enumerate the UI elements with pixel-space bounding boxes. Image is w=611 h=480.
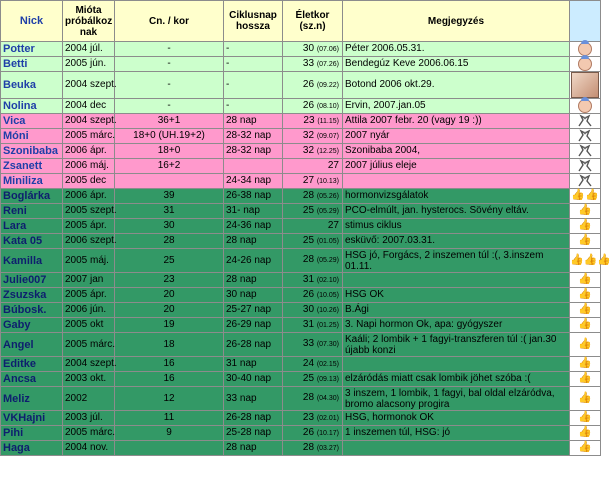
age-cell	[283, 234, 343, 249]
nick-cell: Vica	[1, 114, 63, 129]
birthday-value: (01.05)	[316, 237, 339, 245]
nick-cell: Potter	[1, 42, 63, 57]
icon-cell	[570, 129, 601, 144]
table-row	[1, 174, 601, 189]
age-value: 26	[302, 78, 315, 90]
age-value: 31	[302, 318, 315, 330]
thumbs-up-icon: 👍	[578, 426, 592, 438]
since-cell: 2005 ápr.	[63, 219, 115, 234]
nick-cell: Búbosk.	[1, 303, 63, 318]
table-row	[1, 372, 601, 387]
birthday-value: (01.25)	[316, 321, 339, 329]
header-row	[1, 1, 601, 42]
cycle-cell: 31 nap	[224, 357, 283, 372]
since-cell: 2004 júl.	[63, 42, 115, 57]
age-value: 32	[302, 129, 315, 141]
table-row	[1, 249, 601, 273]
note-cell: 2007 nyár	[343, 129, 570, 144]
icon-cell	[570, 99, 601, 114]
nick-cell: Angel	[1, 333, 63, 357]
note-cell: HSG jó, Forgács, 2 inszemen túl :(, 3.inszem 01.11.	[343, 249, 570, 273]
icon-cell	[570, 303, 601, 318]
nick-cell: Zsanett	[1, 159, 63, 174]
note-cell	[343, 357, 570, 372]
age-cell	[283, 204, 343, 219]
since-cell: 2006 máj.	[63, 159, 115, 174]
cn-kor-cell	[115, 174, 224, 189]
birthday-value: (09.13)	[316, 375, 339, 383]
age-cell	[283, 189, 343, 204]
baby-icon	[578, 42, 592, 56]
nick-cell: Kamilla	[1, 249, 63, 273]
note-cell: Ervin, 2007.jan.05	[343, 99, 570, 114]
cn-kor-cell: 16	[115, 357, 224, 372]
thumbs-up-icon: 👍	[578, 303, 592, 315]
table-row	[1, 426, 601, 441]
note-cell: 1 inszemen túl, HSG: jó	[343, 426, 570, 441]
cycle-cell: 28 nap	[224, 114, 283, 129]
age-value: 27	[327, 219, 339, 231]
thumbs-up-icon: 👍	[578, 391, 592, 404]
since-cell: 2004 dec	[63, 99, 115, 114]
note-cell: Bendegúz Keve 2006.06.15	[343, 57, 570, 72]
cycle-cell: 30 nap	[224, 288, 283, 303]
nick-cell: VKHajni	[1, 411, 63, 426]
note-cell: Kaáli; 2 lombik + 1 fagyi-transzferen túl :( jan.30 újabb konzi	[343, 333, 570, 357]
age-value: 25	[302, 372, 315, 384]
age-cell	[283, 288, 343, 303]
since-cell: 2005 jún.	[63, 57, 115, 72]
nick-cell: Miniliza	[1, 174, 63, 189]
icon-cell	[570, 234, 601, 249]
cycle-cell: 25-27 nap	[224, 303, 283, 318]
age-value: 25	[302, 234, 315, 246]
thumbs-up-icon: 👍	[578, 357, 592, 369]
thumbs-up-icon: 👍	[578, 337, 592, 350]
table-row	[1, 441, 601, 456]
cn-kor-cell	[115, 441, 224, 456]
cycle-cell: -	[224, 99, 283, 114]
nick-cell: Gaby	[1, 318, 63, 333]
age-value: 23	[302, 411, 315, 423]
note-cell: PCO-elmúlt, jan. hysterocs. Sövény eltáv.	[343, 204, 570, 219]
header-icon	[570, 1, 601, 42]
since-cell: 2004 szept.	[63, 114, 115, 129]
since-cell: 2006 ápr.	[63, 189, 115, 204]
icon-cell	[570, 387, 601, 411]
icon-cell	[570, 357, 601, 372]
note-cell: hormonvizsgálatok	[343, 189, 570, 204]
cn-kor-cell: -	[115, 72, 224, 99]
note-cell	[343, 273, 570, 288]
age-value: 28	[302, 189, 315, 201]
age-value: 27	[327, 159, 339, 171]
table-row	[1, 273, 601, 288]
cn-kor-cell: 39	[115, 189, 224, 204]
age-value: 33	[302, 57, 315, 69]
icon-cell	[570, 273, 601, 288]
age-value: 26	[302, 288, 315, 300]
stork-icon	[577, 176, 593, 187]
note-cell: HSG, hormonok OK	[343, 411, 570, 426]
cycle-cell: 24-34 nap	[224, 174, 283, 189]
cn-kor-cell: -	[115, 99, 224, 114]
table-row	[1, 159, 601, 174]
thumbs-up-icon: 👍	[578, 219, 592, 231]
baby-icon	[578, 57, 592, 71]
icon-cell	[570, 372, 601, 387]
thumbs-up-icon: 👍	[578, 441, 592, 453]
birthday-value: (10.13)	[316, 177, 339, 185]
since-cell: 2005 szept.	[63, 204, 115, 219]
since-cell: 2003 okt.	[63, 372, 115, 387]
age-cell	[283, 144, 343, 159]
cycle-cell: 24-36 nap	[224, 219, 283, 234]
cycle-cell: 28-32 nap	[224, 144, 283, 159]
table-row	[1, 288, 601, 303]
note-cell: elzáródás miatt csak lombik jöhet szóba :(	[343, 372, 570, 387]
birthday-value: (10.05)	[316, 291, 339, 299]
header-since: Mióta próbálkoz nak	[63, 1, 115, 42]
thumbs-up-icon: 👍	[570, 253, 584, 266]
thumbs-up-icon: 👍	[583, 253, 598, 266]
thumbs-up-icon: 👍	[597, 253, 611, 266]
age-value: 31	[302, 273, 315, 285]
nick-cell: Betti	[1, 57, 63, 72]
note-cell: Szonibaba 2004,	[343, 144, 570, 159]
table-row	[1, 42, 601, 57]
birthday-value: (07.06)	[316, 45, 339, 53]
cn-kor-cell: 28	[115, 234, 224, 249]
stork-icon	[577, 146, 593, 157]
icon-cell	[570, 441, 601, 456]
age-cell	[283, 57, 343, 72]
since-cell: 2004 nov.	[63, 441, 115, 456]
header-cycle: Ciklusnap hossza	[224, 1, 283, 42]
cn-kor-cell: 23	[115, 273, 224, 288]
since-cell: 2004 szept.	[63, 357, 115, 372]
since-cell: 2005 ápr.	[63, 288, 115, 303]
birthday-value: (02.15)	[316, 360, 339, 368]
since-cell: 2002	[63, 387, 115, 411]
note-cell: stimus ciklus	[343, 219, 570, 234]
icon-cell	[570, 249, 611, 273]
age-cell	[283, 426, 343, 441]
thumbs-up-icon: 👍	[578, 318, 592, 330]
icon-cell	[570, 411, 601, 426]
note-cell: 3 inszem, 1 lombik, 1 fagyi, bal oldal elzáródva, bromo alacsony progira	[343, 387, 570, 411]
age-cell	[283, 99, 343, 114]
thumbs-up-icon: 👍	[578, 273, 592, 285]
header-cn-kor: Cn. / kor	[115, 1, 224, 42]
cn-kor-cell: 30	[115, 219, 224, 234]
age-value: 28	[302, 392, 315, 403]
age-cell	[283, 318, 343, 333]
cn-kor-cell: 31	[115, 204, 224, 219]
cycle-cell: 31- nap	[224, 204, 283, 219]
table-row	[1, 387, 601, 411]
note-cell: Botond 2006 okt.29.	[343, 72, 570, 99]
age-cell	[283, 387, 343, 411]
icon-cell	[570, 144, 601, 159]
age-cell	[283, 72, 343, 99]
cn-kor-cell: -	[115, 42, 224, 57]
thumbs-up-icon: 👍	[578, 372, 592, 384]
since-cell: 2003 júl.	[63, 411, 115, 426]
icon-cell	[570, 426, 601, 441]
cn-kor-cell: 16	[115, 372, 224, 387]
age-cell	[283, 411, 343, 426]
table-row	[1, 219, 601, 234]
nick-cell: Beuka	[1, 72, 63, 99]
note-cell: 3. Napi hormon Ok, apa: gyógyszer	[343, 318, 570, 333]
age-cell	[283, 372, 343, 387]
cycle-cell: 25-28 nap	[224, 426, 283, 441]
birthday-value: (08.10)	[316, 102, 339, 110]
header-nick: Nick	[1, 1, 63, 42]
age-cell	[283, 129, 343, 144]
age-cell	[283, 303, 343, 318]
age-value: 23	[303, 114, 315, 126]
cycle-cell: -	[224, 72, 283, 99]
stork-icon	[577, 131, 593, 142]
since-cell: 2006 jún.	[63, 303, 115, 318]
since-cell: 2005 márc.	[63, 129, 115, 144]
age-value: 27	[302, 174, 315, 186]
age-value: 25	[302, 204, 315, 216]
since-cell: 2005 márc.	[63, 426, 115, 441]
nick-cell: Móni	[1, 129, 63, 144]
cycle-cell: 28 nap	[224, 273, 283, 288]
table-row	[1, 303, 601, 318]
age-cell	[283, 42, 343, 57]
table-row	[1, 333, 601, 357]
cn-kor-cell: 18+0 (UH.19+2)	[115, 129, 224, 144]
cn-kor-cell: 18	[115, 333, 224, 357]
since-cell: 2006 ápr.	[63, 144, 115, 159]
since-cell: 2005 okt	[63, 318, 115, 333]
table-row	[1, 129, 601, 144]
nick-cell: Zsuzska	[1, 288, 63, 303]
nick-cell: Nolina	[1, 99, 63, 114]
cn-kor-cell: 12	[115, 387, 224, 411]
birthday-value: (09.22)	[316, 81, 339, 89]
header-age: Életkor (sz.n)	[283, 1, 343, 42]
nick-cell: Editke	[1, 357, 63, 372]
cycle-cell: 28 nap	[224, 234, 283, 249]
table-row	[1, 57, 601, 72]
age-cell	[283, 114, 343, 129]
baby-icon	[578, 99, 592, 113]
age-value: 33	[302, 338, 315, 349]
cycle-cell: 26-38 nap	[224, 189, 283, 204]
age-cell	[283, 174, 343, 189]
age-value: 32	[302, 144, 315, 156]
birthday-value: (10.26)	[316, 306, 339, 314]
nick-cell: Reni	[1, 204, 63, 219]
nick-cell: Boglárka	[1, 189, 63, 204]
table-row	[1, 318, 601, 333]
cycle-cell: 30-40 nap	[224, 372, 283, 387]
birthday-value: (02.01)	[316, 414, 339, 422]
note-cell: Péter 2006.05.31.	[343, 42, 570, 57]
table-row	[1, 72, 601, 99]
cycle-cell: 24-26 nap	[224, 249, 283, 273]
birthday-value: (11.15)	[317, 117, 339, 125]
icon-cell	[570, 114, 601, 129]
note-cell: HSG OK	[343, 288, 570, 303]
icon-cell	[570, 288, 601, 303]
cycle-cell: 33 nap	[224, 387, 283, 411]
cn-kor-cell: 18+0	[115, 144, 224, 159]
nick-cell: Haga	[1, 441, 63, 456]
cn-kor-cell: 16+2	[115, 159, 224, 174]
stork-icon	[577, 116, 593, 127]
birthday-value: (07.26)	[316, 60, 339, 68]
birthday-value: (03.27)	[316, 444, 339, 452]
table-row	[1, 411, 601, 426]
table-row	[1, 99, 601, 114]
age-value: 28	[302, 441, 315, 453]
cn-kor-cell: 9	[115, 426, 224, 441]
note-cell: 2007 július eleje	[343, 159, 570, 174]
note-cell	[343, 174, 570, 189]
icon-cell	[570, 318, 601, 333]
birthday-value: (05.29)	[316, 207, 339, 215]
note-cell: Attila 2007 febr. 20 (vagy 19 :))	[343, 114, 570, 129]
table-row	[1, 234, 601, 249]
thumbs-up-icon: 👍	[578, 288, 592, 300]
icon-cell	[570, 204, 601, 219]
icon-cell	[570, 57, 601, 72]
baby-photo-icon	[571, 72, 599, 98]
thumbs-up-icon: 👍	[585, 189, 599, 201]
age-cell	[283, 357, 343, 372]
nick-cell: Kata 05	[1, 234, 63, 249]
cycle-cell: 28 nap	[224, 441, 283, 456]
birthday-value: (07.30)	[316, 341, 339, 348]
table-row	[1, 144, 601, 159]
age-cell	[283, 441, 343, 456]
age-value: 26	[302, 99, 315, 111]
thumbs-up-icon: 👍	[578, 411, 592, 423]
cycle-cell: 26-29 nap	[224, 318, 283, 333]
table-row	[1, 114, 601, 129]
birthday-value: (12.25)	[316, 147, 339, 155]
birthday-value: (09.07)	[316, 132, 339, 140]
nick-cell: Julie007	[1, 273, 63, 288]
cycle-cell: -	[224, 42, 283, 57]
age-value: 30	[302, 42, 315, 54]
since-cell: 2006 szept.	[63, 234, 115, 249]
cycle-cell: 26-28 nap	[224, 333, 283, 357]
birthday-value: (04.30)	[316, 395, 339, 402]
cn-kor-cell: 11	[115, 411, 224, 426]
cn-kor-cell: 36+1	[115, 114, 224, 129]
thumbs-up-icon: 👍	[571, 189, 585, 201]
nick-cell: Szonibaba	[1, 144, 63, 159]
age-cell	[283, 159, 343, 174]
age-value: 24	[302, 357, 315, 369]
since-cell: 2005 máj.	[63, 249, 115, 273]
since-cell: 2007 jan	[63, 273, 115, 288]
nick-cell: Lara	[1, 219, 63, 234]
nick-cell: Pihi	[1, 426, 63, 441]
note-cell: esküvő: 2007.03.31.	[343, 234, 570, 249]
icon-cell	[570, 333, 601, 357]
nick-cell: Ancsa	[1, 372, 63, 387]
table-row	[1, 357, 601, 372]
icon-cell	[570, 159, 601, 174]
age-value: 30	[302, 303, 315, 315]
header-note: Megjegyzés	[343, 1, 570, 42]
age-cell	[283, 249, 343, 273]
age-cell	[283, 273, 343, 288]
table-row	[1, 204, 601, 219]
note-cell: B.Ági	[343, 303, 570, 318]
nick-cell: Meliz	[1, 387, 63, 411]
age-cell	[283, 333, 343, 357]
thumbs-up-icon: 👍	[578, 204, 592, 216]
birthday-value: (05.29)	[316, 257, 339, 264]
cn-kor-cell: 20	[115, 303, 224, 318]
cycle-cell: 28-32 nap	[224, 129, 283, 144]
age-value: 28	[302, 254, 315, 265]
cycle-cell	[224, 159, 283, 174]
since-cell: 2005 dec	[63, 174, 115, 189]
birthday-value: (10.17)	[316, 429, 339, 437]
since-cell: 2004 szept.	[63, 72, 115, 99]
thumbs-up-icon: 👍	[578, 234, 592, 246]
cn-kor-cell: 25	[115, 249, 224, 273]
cn-kor-cell: 19	[115, 318, 224, 333]
icon-cell	[570, 219, 601, 234]
birthday-value: (05.26)	[316, 192, 339, 200]
note-cell	[343, 441, 570, 456]
cycle-cell: -	[224, 57, 283, 72]
age-cell	[283, 219, 343, 234]
cn-kor-cell: -	[115, 57, 224, 72]
cn-kor-cell: 20	[115, 288, 224, 303]
stork-icon	[577, 161, 593, 172]
age-value: 26	[302, 426, 315, 438]
icon-cell	[570, 174, 601, 189]
icon-cell	[570, 72, 601, 99]
icon-cell	[570, 189, 601, 204]
cycle-cell: 26-28 nap	[224, 411, 283, 426]
table-row	[1, 189, 601, 204]
since-cell: 2005 márc.	[63, 333, 115, 357]
birthday-value: (02.10)	[316, 276, 339, 284]
